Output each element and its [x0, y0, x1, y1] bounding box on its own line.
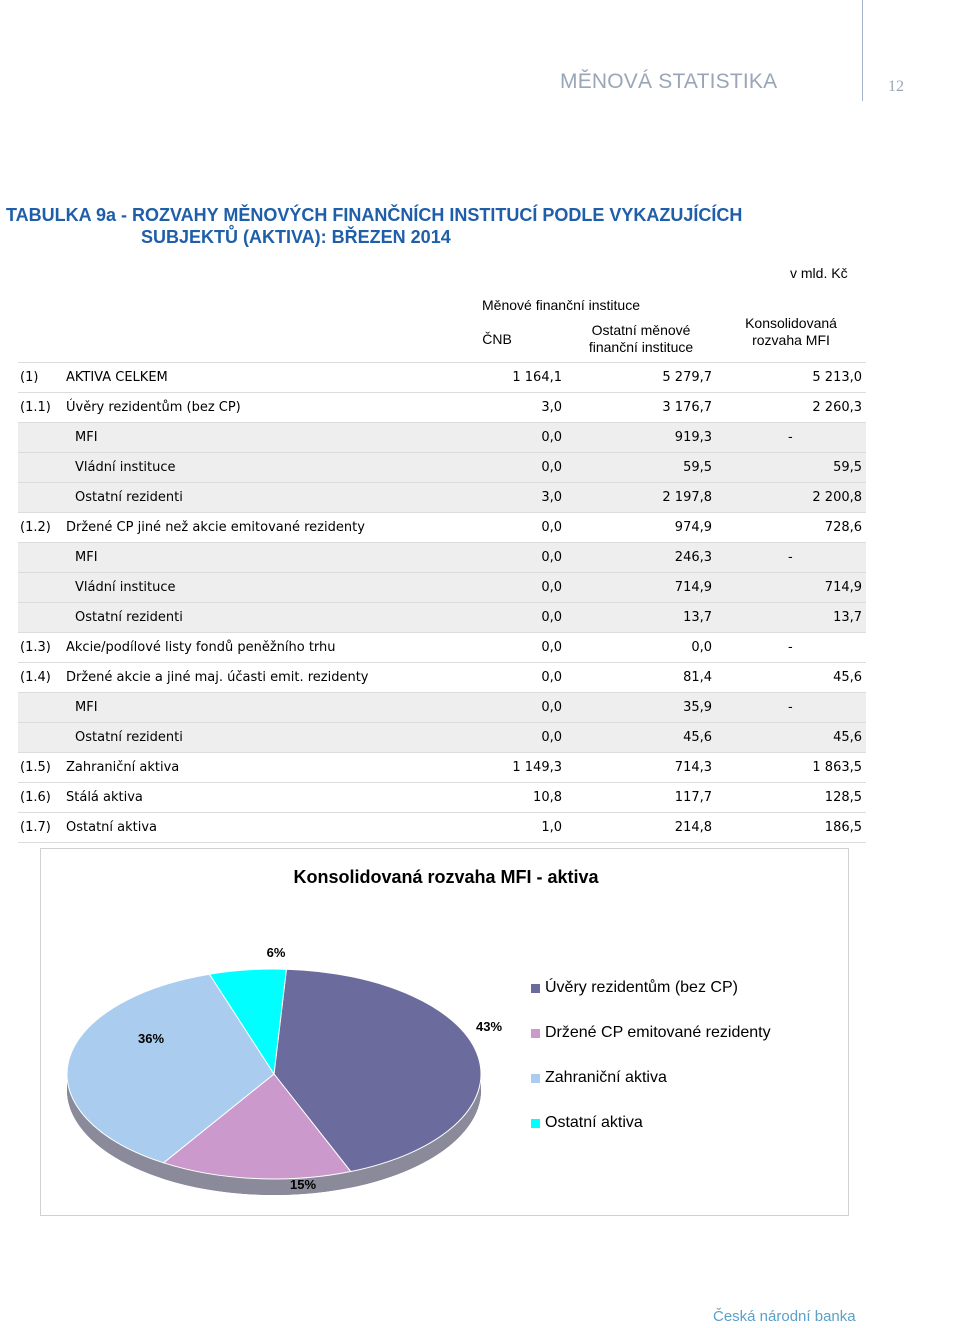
cell-consol: 45,6: [716, 663, 866, 693]
cell-cnb: 1 149,3: [406, 753, 566, 783]
row-label-cell: [18, 393, 406, 423]
chart-title: Konsolidovaná rozvaha MFI - aktiva: [293, 867, 599, 887]
legend-label: Zahraniční aktiva: [545, 1069, 667, 1086]
table-row: [18, 483, 866, 513]
cell-cnb: 0,0: [406, 693, 566, 723]
cell-cnb: 0,0: [406, 513, 566, 543]
cell-other: 5 279,7: [566, 363, 716, 393]
table-row: [18, 813, 866, 843]
cell-other: 0,0: [566, 633, 716, 663]
table-row: [18, 453, 866, 483]
table-title-line2: SUBJEKTŮ (AKTIVA): BŘEZEN 2014: [141, 227, 451, 247]
row-sublabel: Ostatní rezidenti: [75, 610, 183, 625]
table-row: [18, 753, 866, 783]
cell-consol: -: [716, 693, 866, 723]
table-row: [18, 723, 866, 753]
cell-other: 214,8: [566, 813, 716, 843]
row-code: (1.4): [20, 670, 51, 685]
cell-cnb: 0,0: [406, 453, 566, 483]
group-header: Měnové finanční instituce: [482, 297, 640, 313]
cell-consol: 2 200,8: [716, 483, 866, 513]
row-label-cell: [18, 663, 406, 693]
col-header-other-line1: Ostatní měnové: [591, 322, 691, 338]
row-code: (1.7): [20, 820, 51, 835]
row-label-cell: [18, 423, 406, 453]
row-label-cell: [18, 723, 406, 753]
cell-other: 45,6: [566, 723, 716, 753]
header-divider: [862, 0, 863, 101]
row-code: (1.3): [20, 640, 51, 655]
pie-chart: [41, 849, 521, 1215]
row-label: Zahraniční aktiva: [66, 760, 180, 775]
row-sublabel: MFI: [75, 430, 98, 445]
cell-other: 35,9: [566, 693, 716, 723]
row-sublabel: Ostatní rezidenti: [75, 730, 183, 745]
cell-other: 714,9: [566, 573, 716, 603]
row-label: Akcie/podílové listy fondů peněžního trhu: [66, 640, 336, 655]
row-label-cell: [18, 513, 406, 543]
cell-consol: 714,9: [716, 573, 866, 603]
cell-other: 919,3: [566, 423, 716, 453]
legend-label: Úvěry rezidentům (bez CP): [545, 979, 738, 996]
cell-cnb: 0,0: [406, 723, 566, 753]
row-label: Úvěry rezidentům (bez CP): [66, 400, 241, 415]
row-label-cell: [18, 363, 406, 393]
cell-other: 59,5: [566, 453, 716, 483]
row-label-cell: [18, 543, 406, 573]
cell-consol: -: [716, 633, 866, 663]
cell-consol: 1 863,5: [716, 753, 866, 783]
cell-other: 974,9: [566, 513, 716, 543]
unit-label: v mld. Kč: [790, 265, 848, 281]
row-label: Držené CP jiné než akcie emitované rezidenty: [66, 520, 365, 535]
row-label: Držené akcie a jiné maj. účasti emit. rezidenty: [66, 670, 369, 685]
row-sublabel: MFI: [75, 700, 98, 715]
row-code: (1.5): [20, 760, 51, 775]
assets-table: [18, 293, 866, 843]
row-code: (1): [20, 370, 39, 385]
table-row: [18, 423, 866, 453]
footer-bank-name: Česká národní banka: [713, 1308, 856, 1325]
cell-other: 2 197,8: [566, 483, 716, 513]
pie-data-label: 15%: [289, 1177, 317, 1192]
legend-swatch: [531, 1119, 540, 1128]
table-row: [18, 513, 866, 543]
section-title: MĚNOVÁ STATISTIKA: [560, 70, 778, 93]
cell-cnb: 0,0: [406, 633, 566, 663]
cell-cnb: 10,8: [406, 783, 566, 813]
row-sublabel: Vládní instituce: [75, 580, 176, 595]
cell-other: 81,4: [566, 663, 716, 693]
cell-other: 714,3: [566, 753, 716, 783]
cell-consol: 2 260,3: [716, 393, 866, 423]
cell-cnb: 0,0: [406, 543, 566, 573]
row-sublabel: Vládní instituce: [75, 460, 176, 475]
cell-cnb: 1,0: [406, 813, 566, 843]
cell-consol: 59,5: [716, 453, 866, 483]
legend-swatch: [531, 984, 540, 993]
row-label: Ostatní aktiva: [66, 820, 158, 835]
table-title-line1: TABULKA 9a - ROZVAHY MĚNOVÝCH FINANČNÍCH INSTITUCÍ PODLE VYKAZUJÍCÍCH: [6, 205, 743, 225]
row-label-cell: [18, 693, 406, 723]
cell-cnb: 3,0: [406, 483, 566, 513]
pie-data-label: 36%: [137, 1031, 165, 1046]
legend-label: Držené CP emitované rezidenty: [545, 1024, 771, 1041]
cell-consol: 128,5: [716, 783, 866, 813]
table-row: [18, 543, 866, 573]
row-code: (1.6): [20, 790, 51, 805]
cell-consol: -: [716, 423, 866, 453]
chart-container: [40, 848, 849, 1216]
pie-data-label: 43%: [475, 1019, 503, 1034]
row-label-cell: [18, 783, 406, 813]
table-row: [18, 783, 866, 813]
page-number: 12: [888, 78, 904, 95]
col-header-consolidated: [716, 293, 866, 363]
row-label-cell: [18, 813, 406, 843]
row-label-cell: [18, 753, 406, 783]
row-label-cell: [18, 483, 406, 513]
col-header-other: [566, 314, 716, 363]
table-title: [6, 204, 906, 248]
cell-other: 3 176,7: [566, 393, 716, 423]
row-label: Stálá aktiva: [66, 790, 143, 805]
cell-other: 117,7: [566, 783, 716, 813]
table-row: [18, 393, 866, 423]
row-label-cell: [18, 603, 406, 633]
col-header-cnb: ČNB: [482, 330, 512, 347]
row-code: (1.1): [20, 400, 51, 415]
cell-other: 13,7: [566, 603, 716, 633]
row-label-cell: [18, 573, 406, 603]
table-row: [18, 693, 866, 723]
row-sublabel: MFI: [75, 550, 98, 565]
row-code: (1.2): [20, 520, 51, 535]
row-label-cell: [18, 453, 406, 483]
legend-label: Ostatní aktiva: [545, 1114, 643, 1131]
cell-cnb: 0,0: [406, 603, 566, 633]
col-header-other-line2: finanční instituce: [588, 339, 694, 355]
col-header-consolidated-line1: Konsolidovaná: [745, 314, 837, 331]
table-row: [18, 633, 866, 663]
cell-other: 246,3: [566, 543, 716, 573]
table-row: [18, 603, 866, 633]
table-row: [18, 663, 866, 693]
cell-consol: 5 213,0: [716, 363, 866, 393]
row-label: AKTIVA CELKEM: [66, 370, 168, 385]
cell-consol: 45,6: [716, 723, 866, 753]
legend-swatch: [531, 1074, 540, 1083]
cell-consol: 186,5: [716, 813, 866, 843]
table-row: [18, 363, 866, 393]
cell-cnb: 0,0: [406, 423, 566, 453]
table-row: [18, 573, 866, 603]
pie-data-label: 6%: [266, 945, 286, 960]
cell-consol: -: [716, 543, 866, 573]
cell-consol: 728,6: [716, 513, 866, 543]
cell-cnb: 0,0: [406, 663, 566, 693]
legend-swatch: [531, 1029, 540, 1038]
cell-cnb: 1 164,1: [406, 363, 566, 393]
cell-cnb: 0,0: [406, 573, 566, 603]
row-label-cell: [18, 633, 406, 663]
row-sublabel: Ostatní rezidenti: [75, 490, 183, 505]
cell-consol: 13,7: [716, 603, 866, 633]
col-header-consolidated-line2: rozvaha MFI: [752, 331, 830, 348]
cell-cnb: 3,0: [406, 393, 566, 423]
